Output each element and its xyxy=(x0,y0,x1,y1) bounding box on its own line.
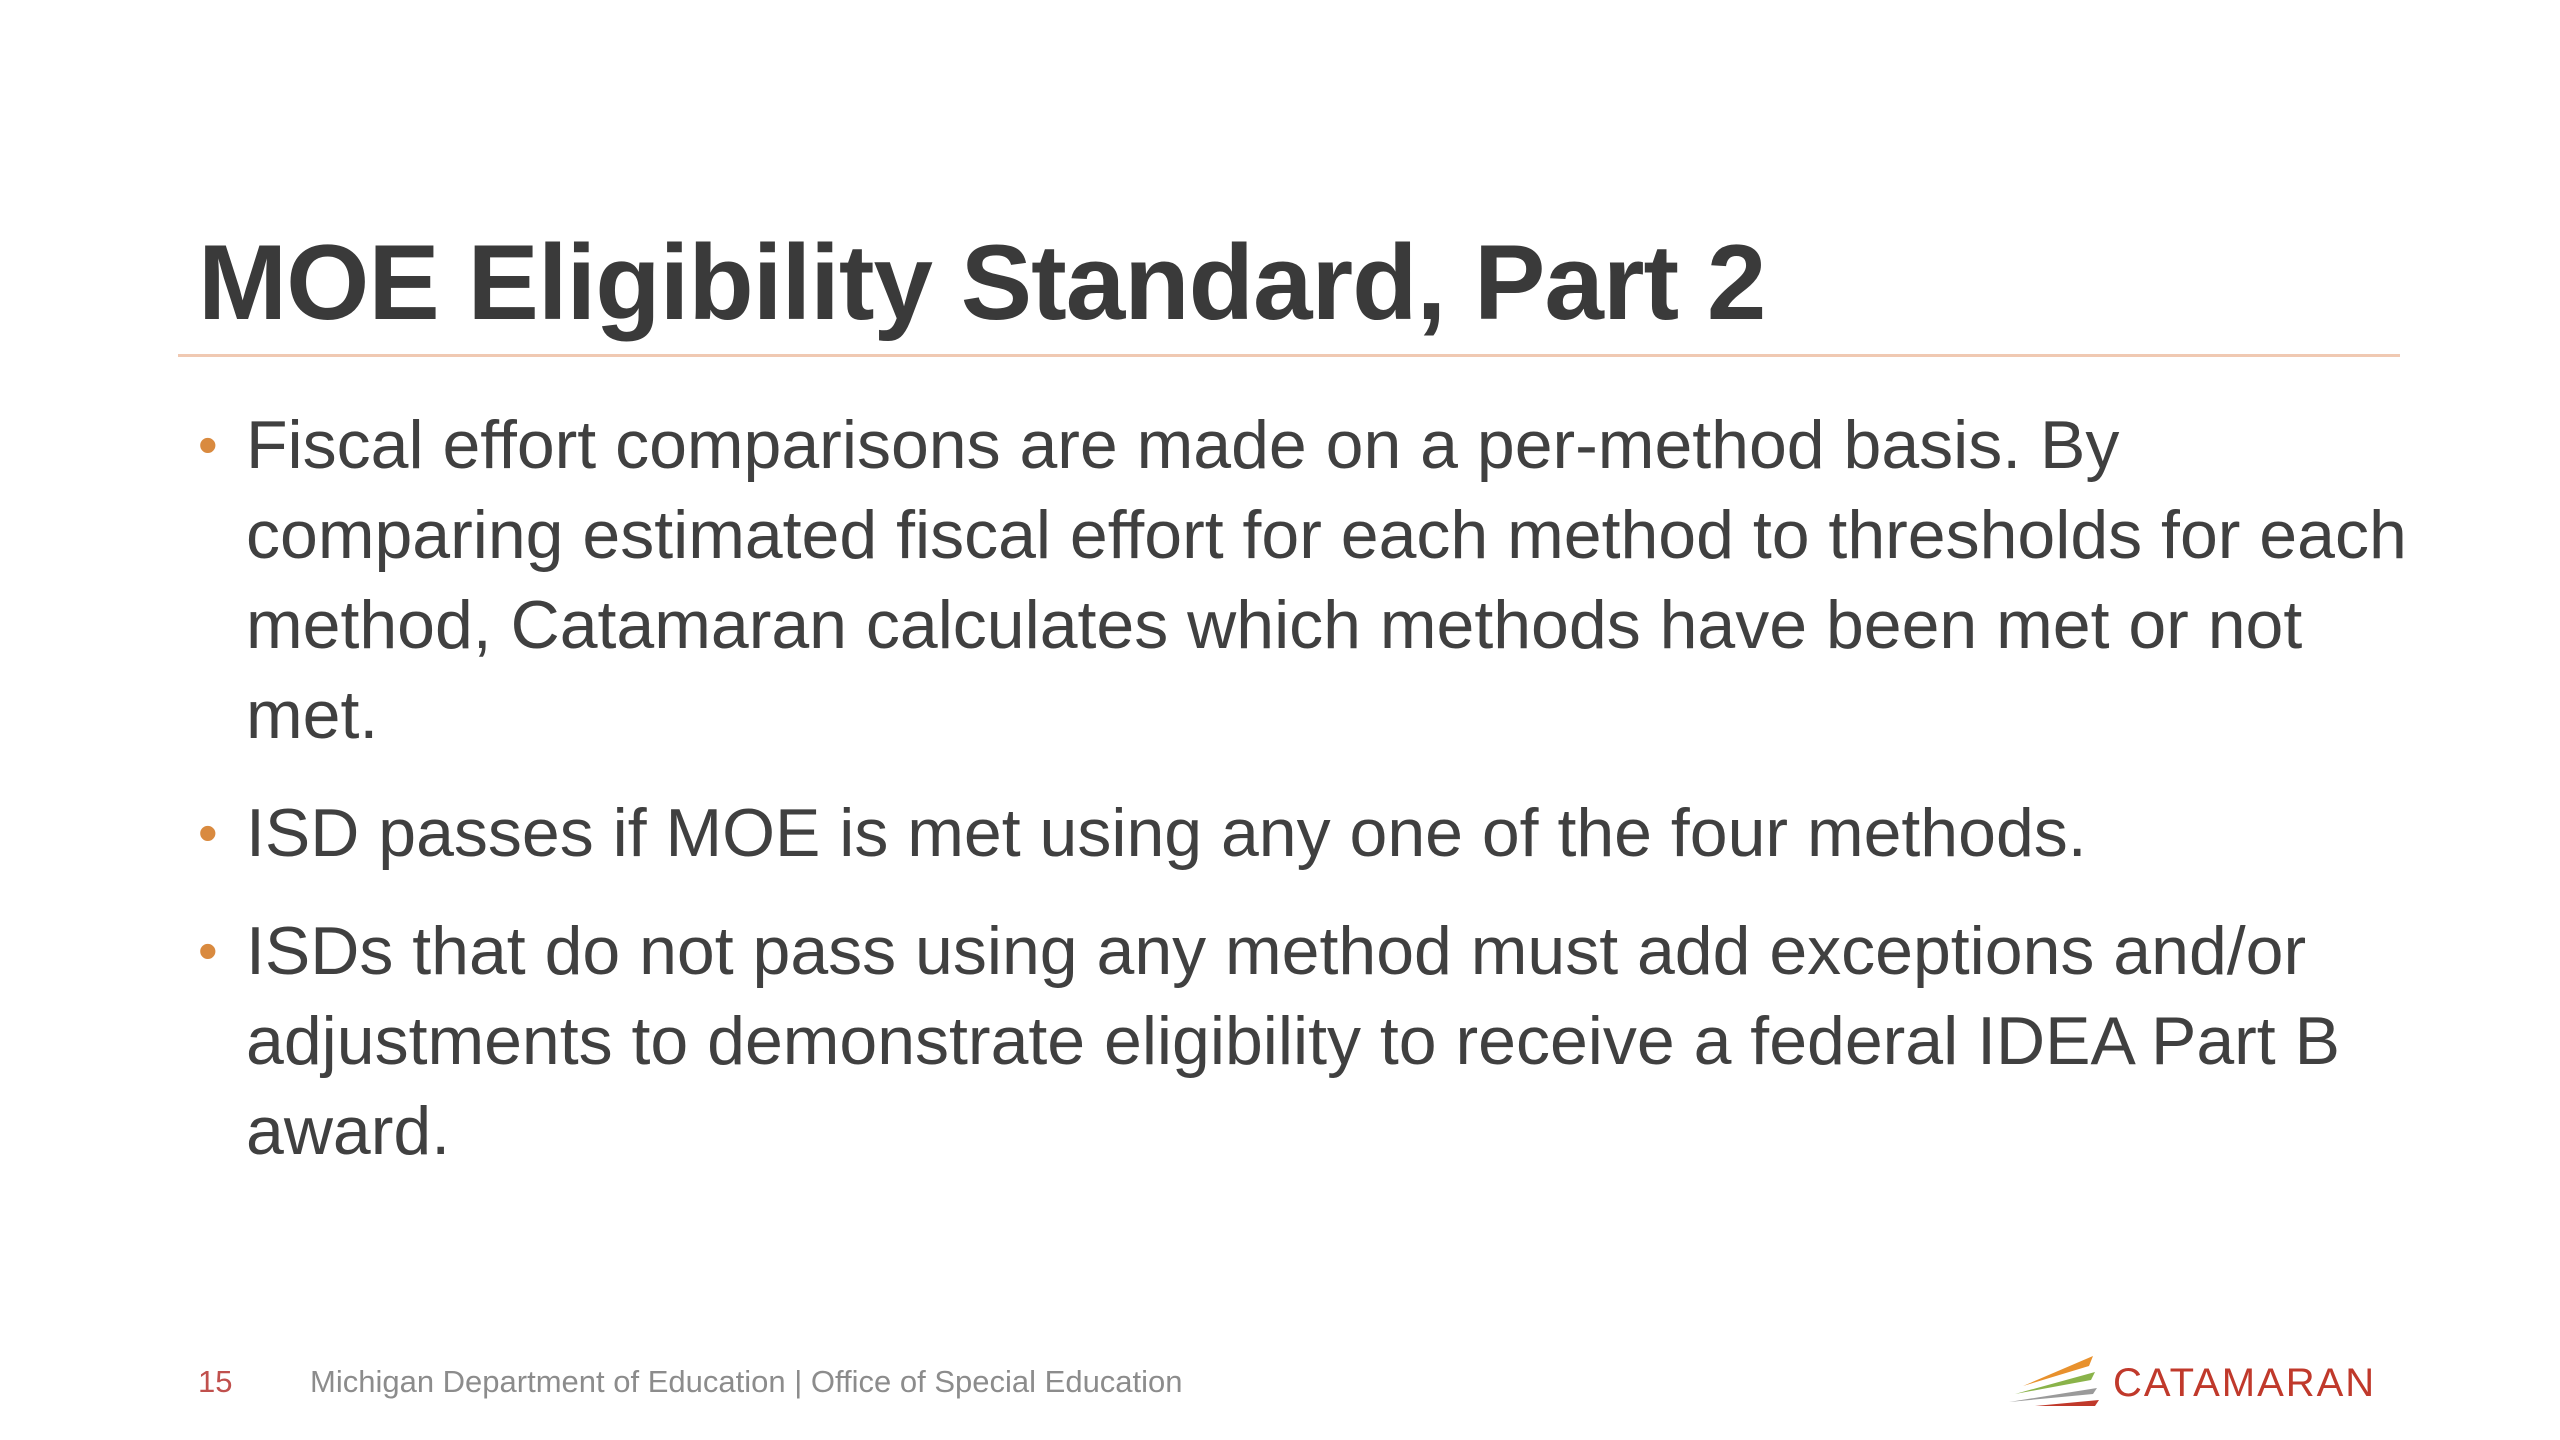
catamaran-sail-logo-icon xyxy=(2005,1350,2105,1410)
bullet-dot-icon: • xyxy=(198,919,218,982)
bullet-dot-icon: • xyxy=(198,801,218,864)
footer-organization: Michigan Department of Education | Office of Special Education xyxy=(310,1364,1183,1399)
bullet-item xyxy=(198,906,2408,1176)
bullet-item xyxy=(198,788,2408,878)
bullet-text: ISD passes if MOE is met using any one of the four methods. xyxy=(246,795,2087,871)
slide-title: MOE Eligibility Standard, Part 2 xyxy=(198,222,1766,342)
title-divider xyxy=(178,354,2400,357)
bullet-text: Fiscal effort comparisons are made on a per-method basis. By comparing estimated fiscal effort for each method to thresholds for each method, Catamaran calculates which methods have been met or not met. xyxy=(246,407,2407,753)
bullet-list xyxy=(198,400,2408,1204)
bullet-dot-icon: • xyxy=(198,413,218,476)
bullet-text: ISDs that do not pass using any method must add exceptions and/or adjustments to demonstrate eligibility to receive a federal IDEA Part B award. xyxy=(246,913,2340,1169)
catamaran-logo xyxy=(2005,1350,2400,1410)
page-number: 15 xyxy=(198,1364,233,1399)
logo-text: CATAMARAN xyxy=(2113,1361,2377,1405)
bullet-item xyxy=(198,400,2408,760)
